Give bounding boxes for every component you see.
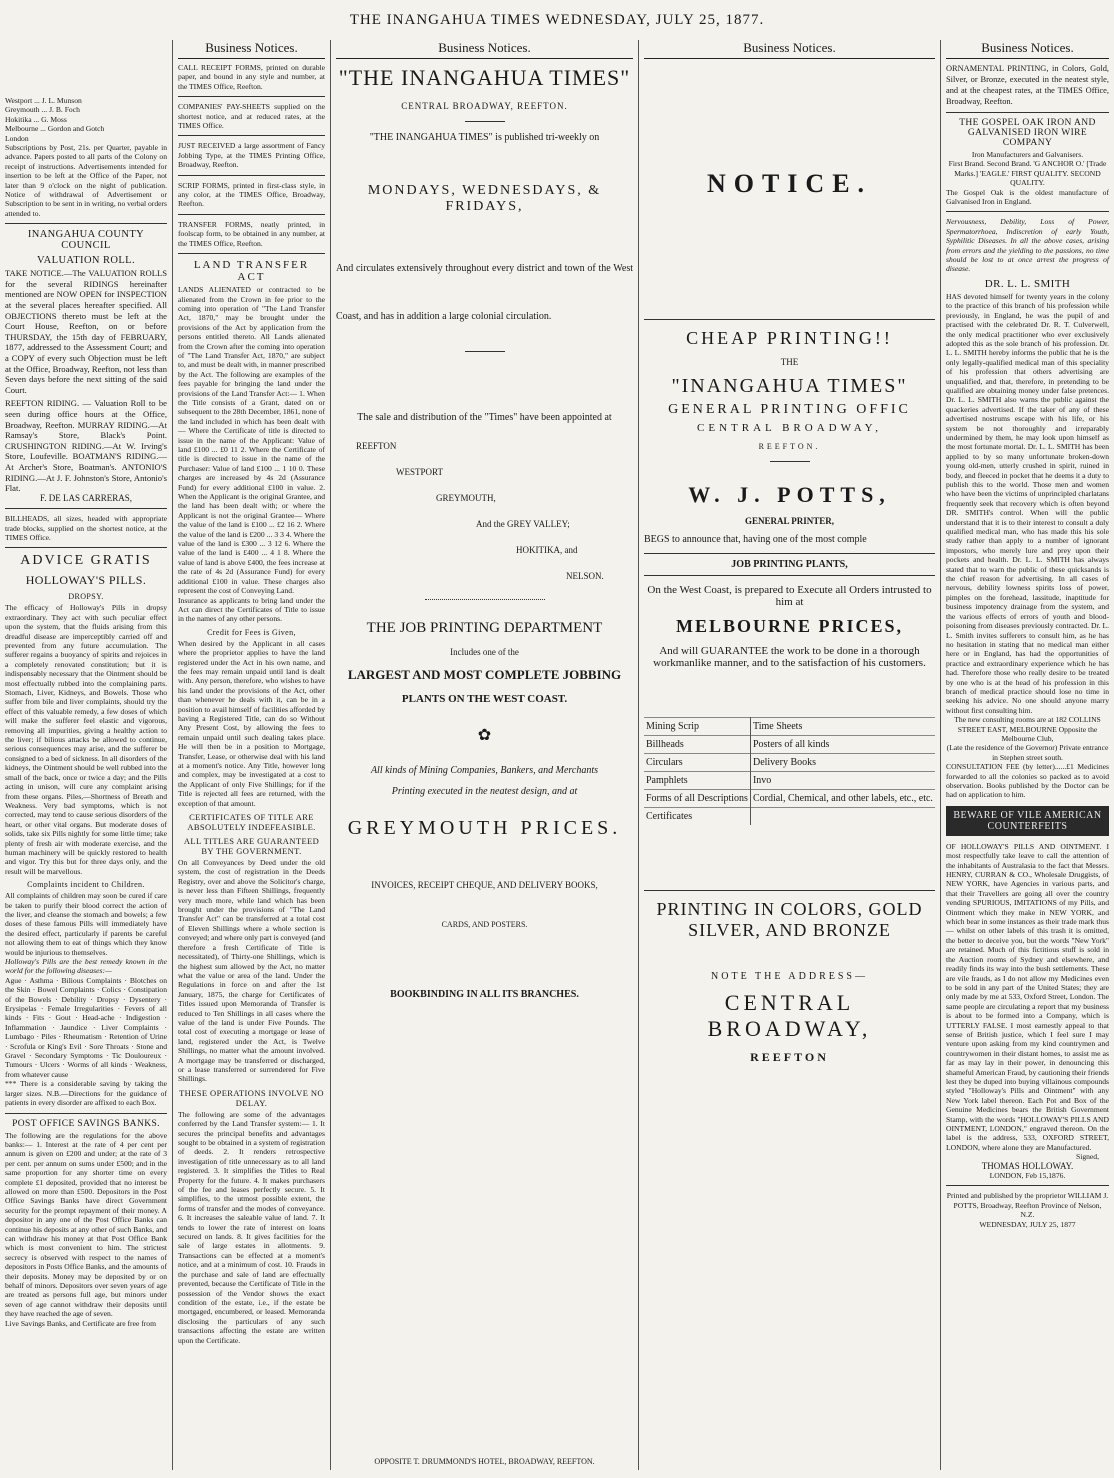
largest-text: LARGEST AND MOST COMPLETE JOBBING bbox=[347, 667, 622, 682]
service-cell: Time Sheets bbox=[750, 718, 935, 736]
column-heading: Business Notices. bbox=[946, 40, 1109, 59]
general-printing-office: GENERAL PRINTING OFFIC bbox=[668, 402, 911, 417]
guarantee-title: ALL TITLES ARE GUARANTEED BY THE GOVERNMENT. bbox=[183, 836, 320, 857]
potts-name: W. J. POTTS, bbox=[688, 482, 891, 507]
service-cell: Delivery Books bbox=[750, 754, 935, 772]
service-cell: Invo bbox=[750, 772, 935, 790]
valuation-text: TAKE NOTICE.—The VALUATION ROLLS for the several RIDINGS hereinafter mentioned are NOW OPEN for INSPECTION at the several places hereafter specified. All OBJECTIONS thereto must be left at the Court House, Reefton, on or before THURSDAY, the 15th day of FEBRUARY, 1877, addressed to the Assessment Court; and a COPY of every such Objection must be left at the Office, Broadway, Reefton, not less than Seven days before the next sitting of the said Court. bbox=[5, 268, 167, 395]
divider bbox=[178, 214, 325, 215]
divider bbox=[644, 319, 935, 320]
table-row bbox=[644, 772, 935, 790]
nervousness-text: Nervousness, Debility, Loss of Power, Spermatorrhoea, Indiscretion of early Youth, Syphilitic Diseases. In all the above cases, arising from errors and the yielding to the passions, no time should be lost to at once arrest the progress of disease. bbox=[946, 217, 1109, 274]
doctor-name: DR. L. L. SMITH bbox=[984, 277, 1071, 290]
jobbing-type-ad: JUST RECEIVED a large assortment of Fancy Jobbing Type, at the TIMES Printing Office, Broadway, Reefton. bbox=[178, 141, 325, 170]
doctor-text: HAS devoted himself for twenty years in the colony to the practice of this branch of his profession while previously, in England, he was the pupil of and practised with the celebrated Dr. R. T. Culverwell, the only medical practitioner who ever exclusively adopted this as the sole branch of his profession. Dr. L. L. SMITH hereby informs the public that he is the only legally-qualified medical man of this speciality of his profession that others advertising are unqualified, and that, therefore, in pretending to be qualified are obtaining money under false pretences. Dr. L. L. SMITH also warns the public against the quackeries advertised. If the taker of any of these advertised nostrums escape with his life, or his system be not thoroughly and irreparably undermined by them, he may look upon himself as the most fortunate mortal. Dr. L. L. SMITH has been applied to by so many unfortunate broken-down young old-men, utterly crushed in spirit, ruined in body, and fleeced in pocket that he deems it a duty to publish this to the world. Those men and women who have been the victims of unprincipled charlatans frequently seek that recovery which is often beyond DR. SMITH's control. When will the public understand that it is to their interest to consult a duly qualified medical man, who has made this his sole study rather than apply to a number of ignorant impostors, who merely lure and prey upon their pockets and health. Dr. L. L. SMITH has always stated that to warn the public of these quicksands is the chief reason for advertising. In all cases of nervous, debility lowness spirits loss of power, pimples on the forehead, lassitude, inaptitude for business impotency drainage from the system, and the various effects of errors of youth and blood-poisoning from diseases previously contracted. Dr. L. L. Smith invites sufferers to consult him, as he has no hesitation in stating that no medical man either here or in England, has had the opportunities of practice and extraordinary experience which he has had. Therefore those who really desire to be treated by one who is at the head of his profession in this branch of medical practice should lose no time in seeking his advice. No one should anyone marry without first consulting him. bbox=[946, 291, 1109, 715]
bookbinding-text: BOOKBINDING IN ALL ITS BRANCHES. bbox=[390, 989, 579, 1000]
dropsy-title: DROPSY. bbox=[68, 592, 104, 602]
notice-title: NOTICE. bbox=[706, 169, 873, 198]
beware-banner: BEWARE OF VILE AMERICAN COUNTERFEITS bbox=[946, 806, 1109, 836]
ridings-text: REEFTON RIDING. — Valuation Roll to be seen during office hours at the Office, Broadway, Reefton. MURRAY RIDING.—At Ramsay's Store, Black's Point. CRUSHINGTON RIDING.—At W. Irving's Store, Loufeville. BOATMAN'S RIDING.—At Archer's Store, Boatman's. ANTONIO'S RIDING.—At J. F. Johnston's Store, Antonio's Flat. bbox=[5, 398, 167, 494]
holloway-title: HOLLOWAY'S PILLS. bbox=[25, 573, 147, 588]
divider bbox=[465, 121, 505, 122]
savings-title: POST OFFICE SAVINGS BANKS. bbox=[12, 1118, 160, 1129]
divider bbox=[946, 211, 1109, 212]
divider bbox=[178, 96, 325, 97]
service-cell: Mining Scrip bbox=[644, 718, 750, 736]
service-cell: Billheads bbox=[644, 736, 750, 754]
town: REEFTON bbox=[356, 441, 397, 451]
divider bbox=[946, 1185, 1109, 1186]
town: HOKITIKA, and bbox=[516, 545, 578, 555]
consultation-fee: CONSULTATION FEE (by letter)......£1 Medicines forwarded to all the colonies so packed as to avoid observation. Books published by the Doctor can be had on application to him. bbox=[946, 762, 1109, 800]
subscriptions-text: Subscriptions by Post, 21s. per Quarter, payable in advance. Papers posted to all parts of the Colony on receipt of instructions. Advertisements intended for insertion to be left at the Office of the Paper, not later than 9 o'clock on the night of publication. Notice of withdrawal of Advertisement or Subscription to be sent in in writing, no verbal orders attended to. bbox=[5, 143, 167, 218]
paper-title: "THE INANGAHUA TIMES" bbox=[338, 65, 631, 90]
divider bbox=[178, 175, 325, 176]
advice-title: ADVICE GRATIS bbox=[20, 553, 152, 569]
circulation-text: And circulates extensively throughout every district and town of the West Coast, and has in addition a large colonial circulation. bbox=[336, 263, 633, 322]
paper-address: CENTRAL BROADWAY, REEFTON. bbox=[401, 101, 568, 111]
town: NELSON. bbox=[566, 571, 604, 581]
billheads-ad: BILLHEADS, all sizes, headed with appropriate trade blocks, supplied on the shortest notice, at the TIMES Office. bbox=[5, 514, 167, 542]
service-cell: Circulars bbox=[644, 754, 750, 772]
agent-line: Melbourne ... Gordon and Gotch bbox=[5, 124, 105, 134]
receipt-forms-ad: CALL RECEIPT FORMS, printed on durable paper, and bound in any style and number, at the TIMES Office, Reefton. bbox=[178, 63, 325, 91]
includes-text: Includes one of the bbox=[450, 647, 519, 657]
land-transfer-title: LAND TRANSFER ACT bbox=[193, 259, 310, 284]
service-cell: Certificates bbox=[644, 808, 750, 826]
certificates-title: CERTIFICATES OF TITLE ARE ABSOLUTELY INDEFEASIBLE. bbox=[187, 812, 316, 833]
times-title: "INANGAHUA TIMES" bbox=[671, 375, 908, 397]
masthead: THE INANGAHUA TIMES WEDNESDAY, JULY 25, 1877. bbox=[349, 12, 765, 28]
divider bbox=[178, 135, 325, 136]
council-title: INANGAHUA COUNTY COUNCIL bbox=[27, 229, 145, 252]
scrip-forms-ad: SCRIP FORMS, printed in first-class style, in any color, at the TIMES Office, Broadway, Reefton. bbox=[178, 180, 325, 209]
imprint-date: WEDNESDAY, JULY 25, 1877 bbox=[979, 1219, 1076, 1229]
cheap-printing-title: CHEAP PRINTING!! bbox=[686, 328, 893, 348]
table-row bbox=[644, 808, 935, 826]
note-address: NOTE THE ADDRESS— bbox=[711, 971, 868, 982]
council-signature: F. DE LAS CARRERAS, bbox=[39, 492, 133, 503]
imprint-text: Printed and published by the proprietor WILLIAM J. POTTS, Broadway, Reefton Province of Nelson, N.Z. bbox=[946, 1191, 1109, 1220]
credit-text: When desired by the Applicant in all cases where the proprietor applies to have the land registered under the Act in his own name, and the fees may remain unpaid until land is dealt with. Any person, therefore, who wishes to have his land under the provisions of the Act, other than whenever he deals with it, can be in a position to avail himself of facilities afforded by having a Registered Title, can do so Without Any Present Cost, by allowing the fees to remain unpaid until such dealing takes place. He will then be in a position to Mortgage, Transfer, Lease, or otherwise deal with his land at a moment's notice. Any Title, however long and complex, may be investigated at a cost to the Applicant of only Five Shillings; for if the Title is rejected all fees are returned, with the exception of that amount. bbox=[178, 638, 325, 808]
holloway-warning: OF HOLLOWAY'S PILLS AND OINTMENT. I most respectfully take leave to call the attention of the inhabitants of Australasia to the fact that Messrs. HENRY, CURRAN & CO., Wholesale Druggists, of NEW YORK, have Agencies in various parts, and that their Travellers are going all over the country vending SPURIOUS, IMITATIONS of my Pills, and Ointment which they make in NEW YORK, and which bear in some instances as their trade mark thus— whilst on other labels of this trash it is omitted, the better to deceive you, but the words "New York" are retained. Much of this fictitious stuff is sold in the Auction rooms of Sydney and elsewhere, and readily finds its way into the bush settlements. These are vile frauds, as I do not allow my Medicines even to be sold in any part of the United States; they are only made by me at 533, Oxford Street, London. The same people are circulating a report that my business is about to be formed into a Company, which is UTTERLY FALSE. I most earnestly appeal to that sense of British justice, which I feel sure I may venture upon asking from my kind countrymen and countrywomen in their distant homes, to assist me as far as may lay in their power, in denouncing this shameful American Fraud, by cautioning their friends lest they be duped into buying villainous compounds styled "Holloway's Pills and Ointment" with any New York label thereon. Each Pot and Box of the Genuine Medicines bears the British Government Stamp, with the words "HOLLOWAY'S PILLS AND OINTMENT, LONDON," engraved thereon. On the label is the address, 533, OXFORD STREET, LONDON, where alone they are Manufactured. bbox=[946, 841, 1110, 1152]
signed-label: Signed, bbox=[1076, 1152, 1099, 1162]
transfer-forms-ad: TRANSFER FORMS, neatly printed, in foolscap form, to be obtained in any number, at the TIMES Office, Reefton. bbox=[178, 219, 325, 248]
divider bbox=[5, 508, 167, 509]
residence-text: (Late the residence of the Governor) Private entrance in Stephen street south. bbox=[946, 743, 1109, 762]
divider bbox=[5, 547, 167, 548]
valuation-title: VALUATION ROLL. bbox=[37, 255, 135, 267]
table-row bbox=[644, 790, 935, 808]
begs-text: BEGS to announce that, having one of the most comple bbox=[644, 534, 867, 545]
insurance-text: Insurance as applicants to bring land under the Act can direct the Certificates of Title to issue in the names of any other persons. bbox=[178, 595, 325, 624]
guarantee-text: On all Conveyances by Deed under the old system, the cost of registration in the Deeds Registry, over and above the Solicitor's charge, is never less than Fifteen Shillings, frequently very much more, while land which has been brought under the provisions of "The Land Transfer Act" can be transferred at a total cost of Eleven Shillings where a whole section is conveyed; and where only part is conveyed (and therefore a fresh Certificate of Title is necessitated), of Thirty-one Shillings, which is the highest sum allowed by the Act, no matter what the value or area of the land. Under the Regulations in force on and after the 1st January, 1875, the charge for Certificates of Titles issued upon Memoranda of Transfer is reduced to Ten Shillings in all cases where the value of the land is under Five Pounds. The total cost of executing a mortgage or lease of land, registered under the Act, is Twelve Shillings, no matter what the amount involved. A mortgage may be transferred or discharged, or a lease transferred or surrendered for Five Shillings. bbox=[178, 858, 325, 1084]
ornament-icon: ✿ bbox=[477, 727, 492, 744]
printing-executed-text: Printing executed in the neatest design, and at bbox=[391, 786, 578, 797]
children-title: Complaints incident to Children. bbox=[27, 880, 145, 890]
gospel-oak-brands: First Brand. Second Brand. 'G ANCHOR O.' [Trade Marks.] 'EAGLE.' FIRST QUALITY. SECOND QUALITY. bbox=[948, 159, 1107, 188]
gospel-oak-text: The Gospel Oak is the oldest manufacture of Galvanised Iron in England. bbox=[946, 187, 1109, 207]
agent-line: London bbox=[5, 133, 29, 143]
gospel-oak-title: THE GOSPEL OAK IRON AND GALVANISED IRON WIRE COMPANY bbox=[959, 118, 1096, 148]
west-coast-text: On the West Coast, is prepared to Execute all Orders intrusted to him at bbox=[647, 584, 932, 608]
divider bbox=[5, 1113, 167, 1114]
divider bbox=[770, 461, 810, 462]
operations-text: The following are some of the advantages conferred by the Land Transfer system:— 1. It secures the principal benefits and advantages sought to be obtained in a system of registration of deeds. 2. It renders retrospective investigation of title unnecessary as to all land registered. 3. It simplifies the Titles to Real Property for the future. 4. It makes purchasers of the fee and leases perfectly secure. 5. It simplifies, to the utmost possible extent, the forms of transfer and the modes of conveyance. 6. It increases the saleable value of land. 7. It tends to lower the rate of interest on loans secured on lands. 8. It gives facilities for the sale of large estates in allotments. 9. Transactions can be effected at a moment's notice, and at a minimum of cost. 10. Frauds in the purchase and sale of land are effectually prevented, because the Certificate of Title in the possession of the Vendor shows the exact condition of the estate, i.e., if the estate be mortgaged, encumbered, or leased. Memoranda disclosing the particulars of any such transactions affecting the estate are written upon the Certificate. bbox=[178, 1109, 325, 1345]
divider bbox=[178, 253, 325, 254]
column-heading: Business Notices. bbox=[644, 40, 935, 59]
job-department-title: THE JOB PRINTING DEPARTMENT bbox=[366, 620, 603, 636]
column-1 bbox=[0, 40, 172, 1470]
column-5 bbox=[940, 40, 1114, 1470]
column-3 bbox=[330, 40, 638, 1470]
divider bbox=[946, 112, 1109, 113]
all-kinds-text: All kinds of Mining Companies, Bankers, and Merchants bbox=[370, 765, 599, 776]
table-row bbox=[644, 754, 935, 772]
invoices-text: INVOICES, RECEIPT CHEQUE, AND DELIVERY BOOKS, bbox=[371, 880, 598, 890]
central-broadway-big: CENTRAL BROADWAY, bbox=[707, 990, 872, 1041]
divider bbox=[644, 553, 935, 554]
melbourne-prices: MELBOURNE PRICES, bbox=[675, 616, 904, 636]
town: GREYMOUTH, bbox=[436, 493, 496, 503]
land-transfer-text: LANDS ALIENATED or contracted to be alienated from the Crown in fee prior to the coming into operation of "The Land Transfer Act, 1870," may be brought under the provisions of the Act by application from the persons entitled thereto. All Lands alienated from the Crown after the coming into operation of "The Land Transfer Act, 1870," are subject to, and must be dealt with, in manner prescribed by the Act. The following are examples of the fees payable for bringing the land under the provisions of the Land Transfer Act:— 1. When the Title consists of a Grant, dated on or subsequent to the 28th December, 1861, none of the land included in which has been dealt with— Where the Certificate of title is directed to issue in the name of the Applicant: Value of land £100 ... £0 11 2. Where the Certificate of title is directed to issue in the name of the Purchaser: Value of land £100 ... 1 10 0. These charges are increased by 4s 2d (Assurance Fund) for every additional £100 in value. 2. When the Applicant is the original Grantee, and the land has been dealt with; or where the Applicant is not the original Grantee— Where the value of the land is £100 ... £2 16 2. Where the value of the land is £200 ... 3 3 4. Where the value of the land is £300 ... 3 12 6. Where the value of the land is £400 ... 4 1 8. Where the value of land is above £400, the fees increase at the rate of 4s 2d (Assurance Fund) for every additional £100 in value. These charges also represent the cost of Conveying Land. bbox=[178, 285, 325, 596]
town: And the GREY VALLEY; bbox=[476, 519, 570, 529]
column-2 bbox=[172, 40, 330, 1470]
column-heading: Business Notices. bbox=[336, 40, 633, 59]
agent-line: Westport ... J. L. Munson bbox=[5, 96, 82, 105]
divider bbox=[5, 223, 167, 224]
column-4 bbox=[638, 40, 940, 1470]
credit-title: Credit for Fees is Given, bbox=[207, 627, 296, 637]
agent-line: Hokitika ... G. Moss bbox=[5, 114, 67, 124]
column-heading: Business Notices. bbox=[178, 40, 325, 59]
dropsy-text: The efficacy of Holloway's Pills in dropsy extraordinary. They act with such peculiar effect upon the system, that the fluids arising from this dreadful disease are imperceptibly carried off and prevented from any future accumulation. The sufferer regains a buoyancy of spirits and rejoices in a completely renovated constitution; but it is indispensably necessary that the Ointment should be most effectually rubbed into the complaining parts. Stomach, Liver, Kidneys, and Bowels. Those who suffer from bile and liver complaints, should try the effect of this valuable remedy, a few doses of which will make the sufferer feel elastic and vigorous, removing all impurities, giving a healthy action to the liver; if bilious attacks be allowed to continue, serious consequences may arise, and the sufferer be consigned to a bed of sickness. In all disorders of the kidneys, the Ointment should be well rubbed into the small of the back, once or twice a day; and the Pills acting in unison, will cure any complaint arising from these organs. Piles,—Shortness of Breath and Weakness. Very bad symptoms, which is not corrected, may tend to cause serious disorders of the heart, or other vital organs. But moderate doses of solids, take six Pills nightly for some little time; take plenty of fresh air with moderate exercise, and the human machinery will be quickly restored to health and vigor. Try this but for three days only, and the result will be marvellous. bbox=[5, 603, 167, 876]
services-table bbox=[644, 717, 935, 825]
job-plants-text: JOB PRINTING PLANTS, bbox=[731, 559, 848, 570]
savings-text: The following are the regulations for the above banks:— 1. Interest at the rate of 4 per cent per annum is given on £200 and under; at the rate of 3 per cent. per annum on sums under £500; and in the same proportion for any shorter time on every complete £1 deposited, provided that no interest be allowed on more than £500. Depositors in the Post Office Savings Banks have direct Government security for the prompt repayment of their money. A depositor in any one of the Post Office Banks can continue his deposits at any other of such Banks, and can withdraw his money at that Post Office Bank which is most convenient to him. The strictest secrecy is observed with respect to the names of depositors in Posts Office Banks, and the amounts of their deposits. Money may be deposited by or on behalf of minors. Depositors over seven years of age are treated as persons full age, but minors under seven of age cannot withdraw their deposits until they have reached the age of seven. bbox=[5, 1130, 167, 1319]
saving-note: *** There is a considerable saving by taking the larger sizes. N.B.—Directions for the guidance of patients in every disorder are affixed to each Box. bbox=[5, 1079, 167, 1108]
agent-line: Greymouth ... J. B. Foch bbox=[5, 105, 80, 115]
signer-name: THOMAS HOLLOWAY. bbox=[981, 1160, 1074, 1171]
plants-text: PLANTS ON THE WEST COAST. bbox=[401, 693, 568, 705]
pay-sheets-ad: COMPANIES' PAY-SHEETS supplied on the shortest notice, and at reduced rates, at the TIMES Office. bbox=[178, 102, 325, 131]
consulting-rooms: The new consulting rooms are at 182 COLLINS STREET EAST, MELBOURNE Opposite the Melbourne Club, bbox=[954, 715, 1101, 743]
signed-date: LONDON, Feb 15,1876. bbox=[989, 1171, 1066, 1181]
guarantee-text: And will GUARANTEE the work to be done in a thorough workmanlike manner, and to the satisfaction of his customers. bbox=[653, 645, 926, 669]
table-row bbox=[644, 718, 935, 736]
published-text: "THE INANGAHUA TIMES" is published tri-weekly on bbox=[369, 132, 600, 143]
service-cell: Forms of all Descriptions bbox=[644, 790, 750, 808]
divider bbox=[644, 890, 935, 891]
service-cell: Pamphlets bbox=[644, 772, 750, 790]
general-printer: GENERAL PRINTER, bbox=[744, 516, 834, 526]
agents-intro: The sale and distribution of the "Times" have been appointed at bbox=[357, 412, 612, 423]
table-row bbox=[644, 736, 935, 754]
cards-text: CARDS, AND POSTERS. bbox=[441, 920, 528, 929]
divider bbox=[644, 575, 935, 576]
ornamental-printing-ad: ORNAMENTAL PRINTING, in Colors, Gold, Silver, or Bronze, executed in the neatest style, and at the cheapest rates, at the TIMES Office, Broadway, Reefton. bbox=[946, 64, 1109, 106]
reefton-text: REEFTON. bbox=[758, 442, 821, 451]
savings-foot: Live Savings Banks, and Certificate are free from bbox=[5, 1318, 156, 1328]
greymouth-prices: GREYMOUTH PRICES. bbox=[347, 817, 622, 839]
agents-list bbox=[5, 96, 167, 143]
service-cell: Posters of all kinds bbox=[750, 736, 935, 754]
divider bbox=[465, 351, 505, 352]
remedy-intro: Holloway's Pills are the best remedy known in the world for the following diseases:— bbox=[5, 957, 167, 976]
central-broadway: CENTRAL BROADWAY, bbox=[697, 422, 882, 434]
service-cell: Cordial, Chemical, and other labels, etc., etc. bbox=[750, 790, 935, 808]
operations-title: THESE OPERATIONS INVOLVE NO DELAY. bbox=[179, 1087, 324, 1108]
diseases-list: Ague · Asthma · Bilious Complaints · Blotches on the Skin · Bowel Complaints · Colics · Constipation of the Bowels · Debility · Dropsy · Dysentery · Erysipelas · Female Irregularities · Fevers of all kinds · Fits · Gout · Head-ache · Indigestion · Inflammation · Jaundice · Liver Complaints · Lumbago · Piles · Rheumatism · Retention of Urine · Scrofula or King's Evil · Sore Throats · Stone and Gravel · Secondary Symptoms · Tic Douloureux · Tumours · Ulcers · Worms of all kinds · Weakness, from whatever cause bbox=[5, 975, 167, 1079]
colors-title: PRINTING IN COLORS, GOLD SILVER, AND BRONZE bbox=[656, 899, 923, 940]
gospel-oak-subtitle: Iron Manufacturers and Galvanisers. bbox=[971, 150, 1084, 159]
towns-list bbox=[336, 433, 633, 589]
the-text: THE bbox=[780, 357, 799, 367]
publication-days: MONDAYS, WEDNESDAYS, & FRIDAYS, bbox=[367, 183, 602, 214]
town: WESTPORT bbox=[396, 467, 443, 477]
reefton-big: REEFTON bbox=[750, 1050, 829, 1064]
service-cell bbox=[750, 808, 935, 826]
children-text: All complaints of children may soon be cured if care be taken to purify their blood correct the action of the liver, and cleanse the stomach and bowels; a few doses of these famous Pills will immediately have the desired effect, particularly if parents be careful not allowing them to eat of things which they know would be injurious to themselves. bbox=[5, 891, 167, 957]
office-footer: OPPOSITE T. DRUMMOND'S HOTEL, BROADWAY, REEFTON. bbox=[374, 1457, 595, 1466]
divider bbox=[425, 599, 545, 600]
